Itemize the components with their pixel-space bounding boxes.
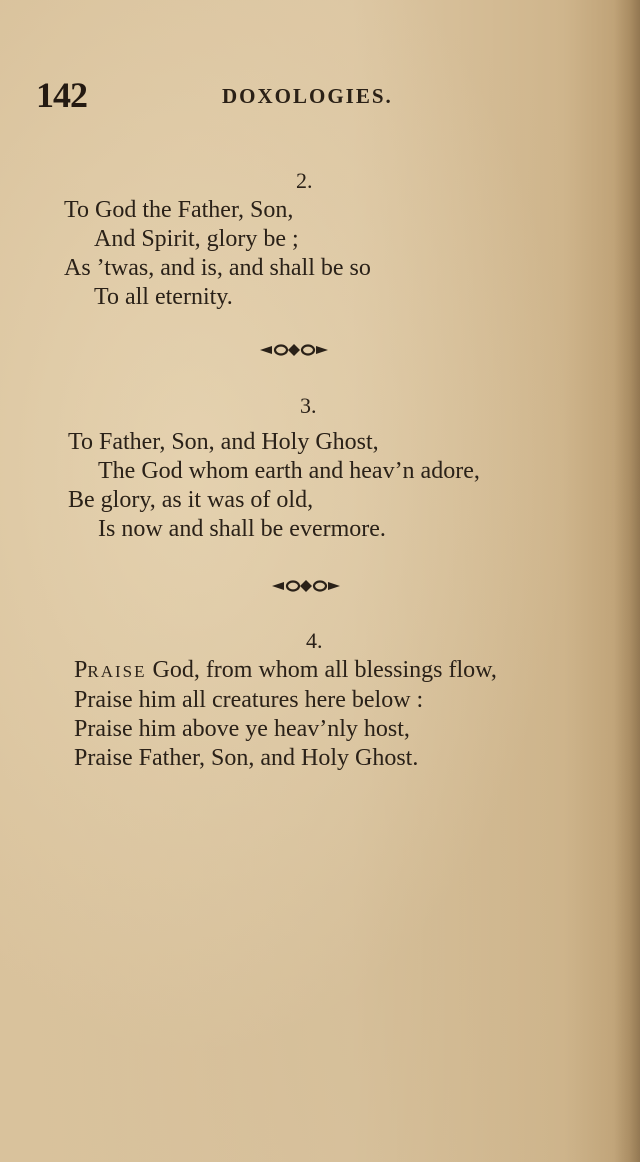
stanza [74, 656, 497, 773]
running-head: DOXOLOGIES. [222, 84, 393, 108]
page-number: 142 [36, 75, 87, 115]
verse-line: Praise him all creatures here below : [74, 687, 424, 713]
stanza [68, 428, 480, 544]
verse-line [74, 656, 497, 686]
drop-cap-letter: P [74, 657, 88, 683]
verse-line: The God whom earth and heav’n adore, [98, 458, 480, 484]
page-edge-shadow [614, 0, 640, 1162]
verse-line: And Spirit, glory be ; [94, 226, 299, 252]
verse-line: Be glory, as it was of old, [68, 487, 314, 513]
verse-line: Praise Father, Son, and Holy Ghost. [74, 745, 419, 771]
ornament-divider [258, 343, 330, 357]
verse-line: To God the Father, Son, [64, 197, 294, 223]
stanza-number: 3. [300, 393, 317, 418]
verse-line: Is now and shall be evermore. [98, 516, 386, 542]
verse-line: Praise him above ye heav’nly host, [74, 716, 410, 742]
small-caps-word: RAISE [87, 662, 147, 681]
stanza-number: 2. [296, 168, 313, 193]
ornament-divider [270, 579, 342, 593]
verse-line-rest: God, from whom all blessings flow, [146, 657, 497, 683]
verse-line: To all eternity. [94, 284, 233, 310]
verse-line: As ’twas, and is, and shall be so [64, 255, 371, 281]
stanza [64, 196, 371, 312]
stanza-number: 4. [306, 628, 323, 653]
page-header [36, 70, 596, 120]
verse-line: To Father, Son, and Holy Ghost, [68, 429, 379, 455]
